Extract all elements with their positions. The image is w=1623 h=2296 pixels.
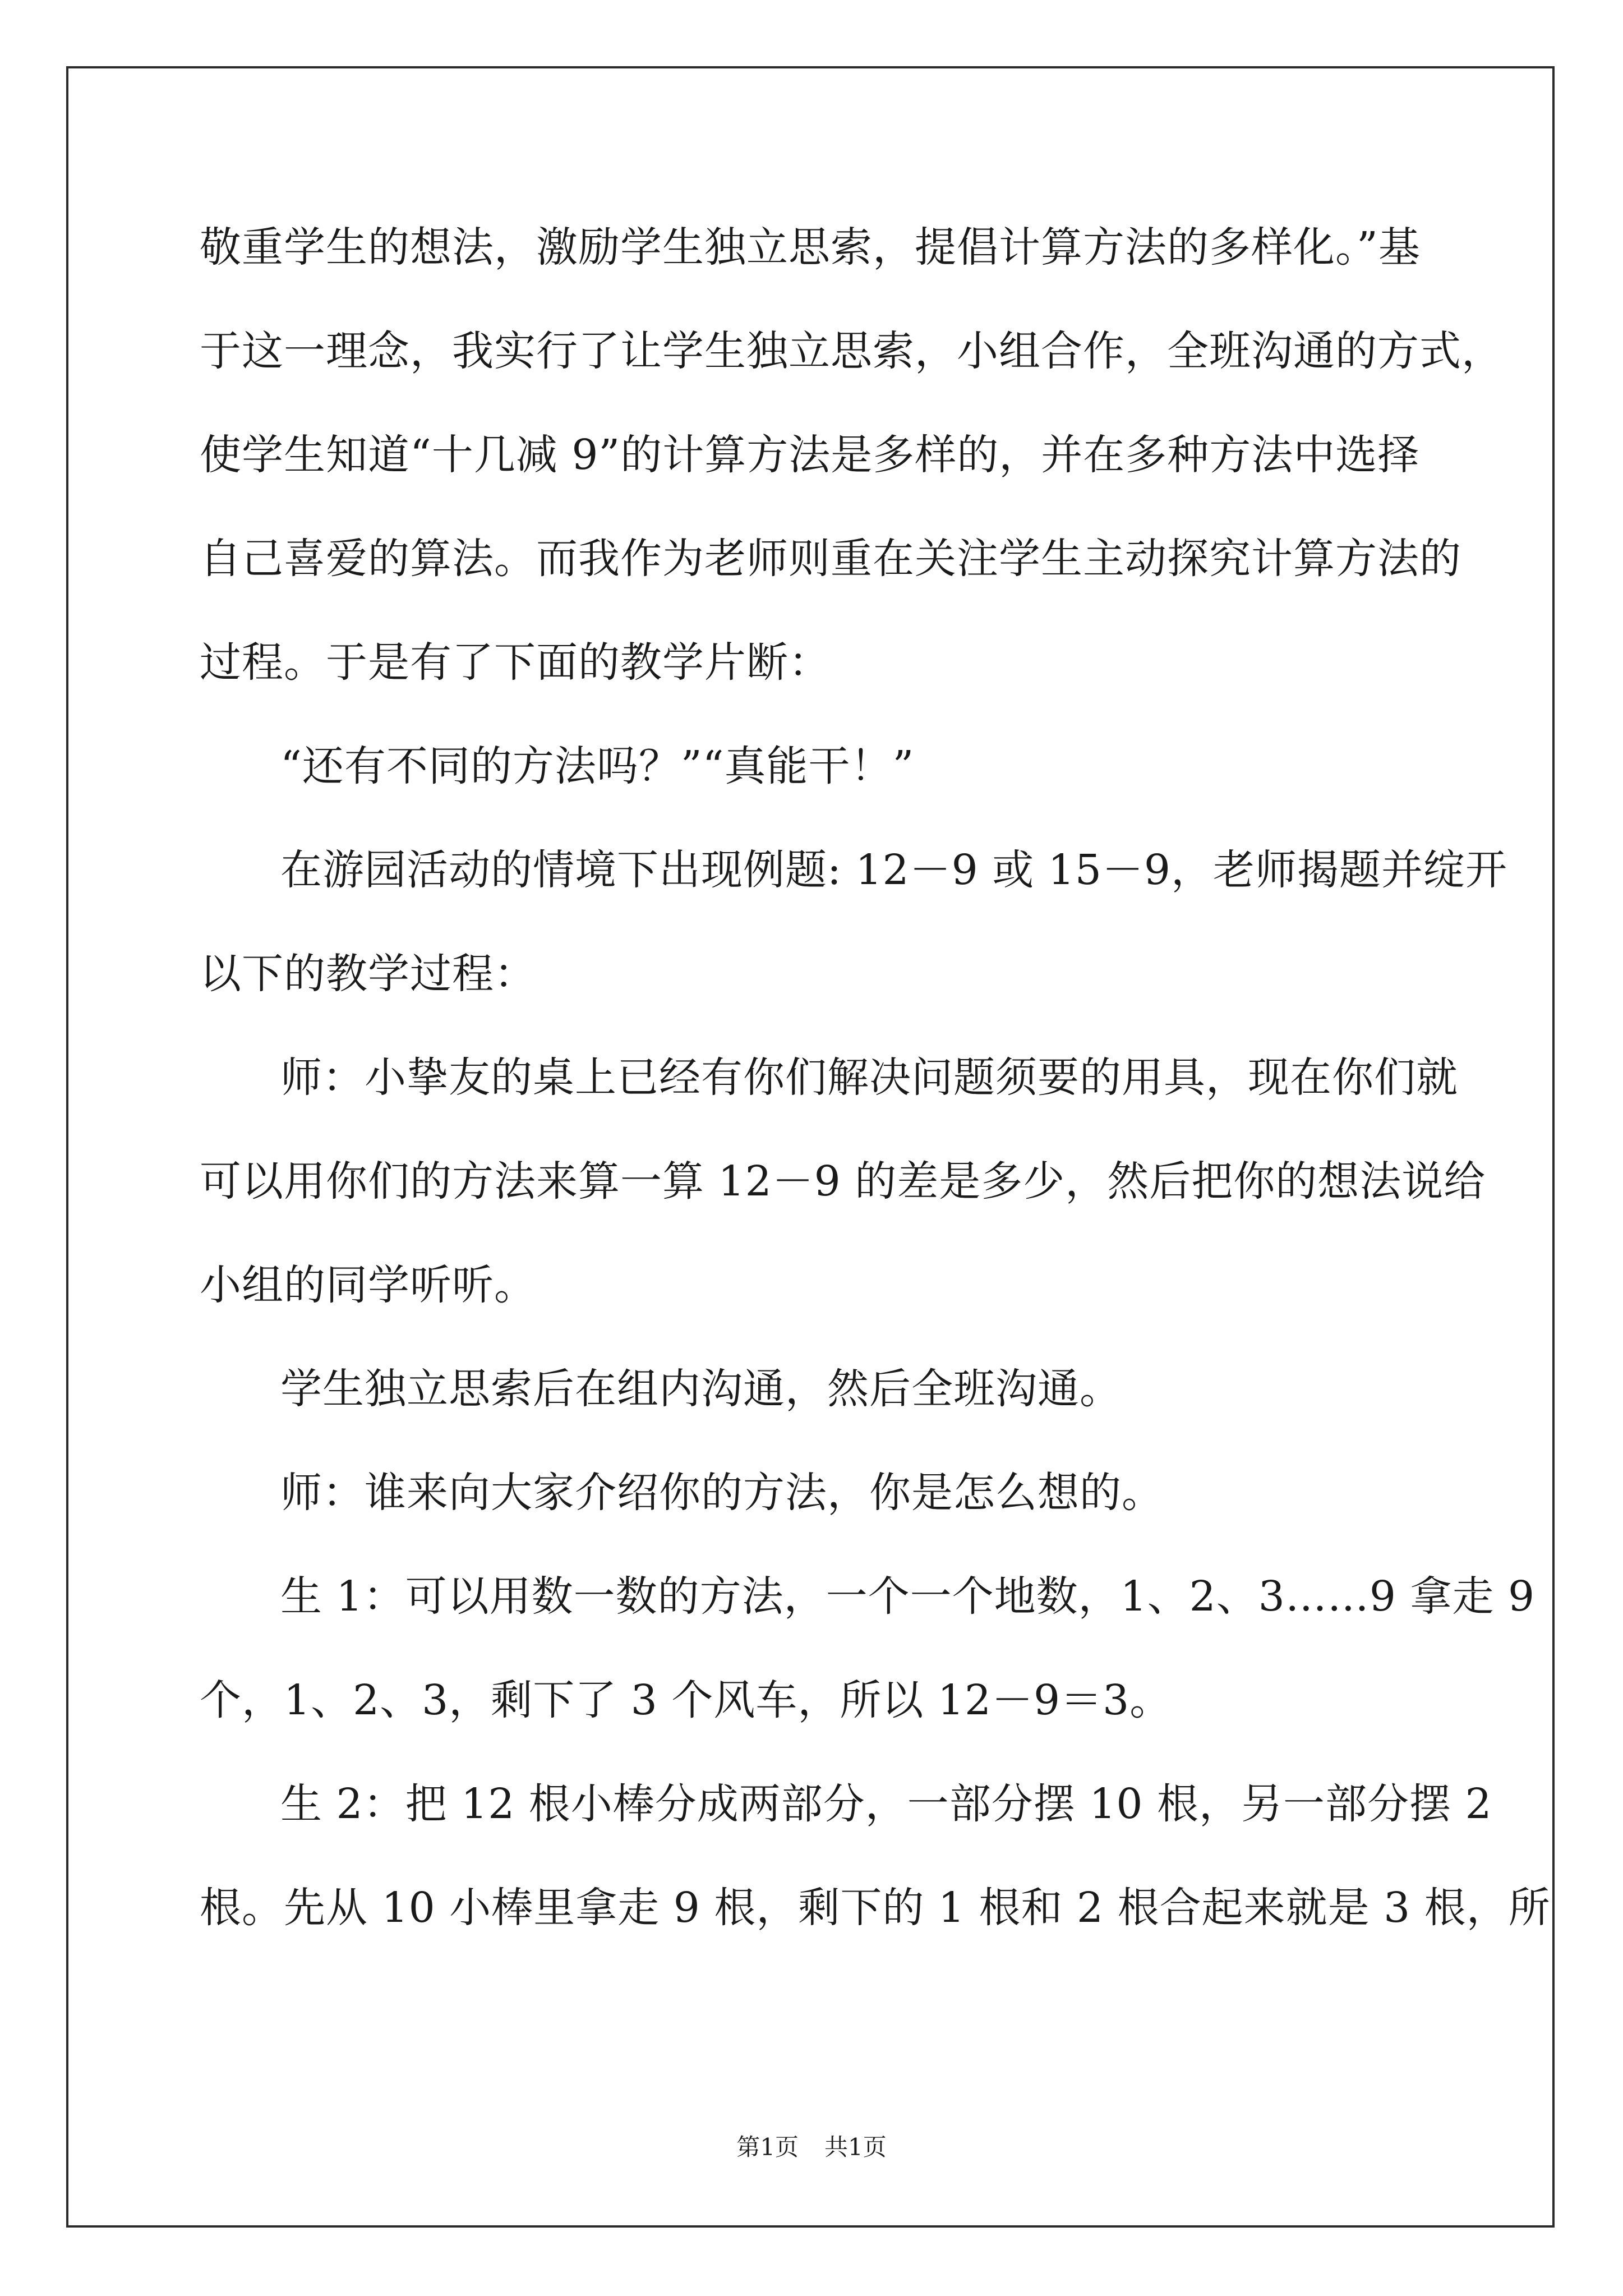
text-line: “还有不同的方法吗？”“真能干！” — [280, 742, 915, 790]
text-line: 个，1、2、3，剩下了 3 个风车，所以 12－9＝3。 — [200, 1676, 1172, 1724]
text-line: 敬重学生的想法，激励学生独立思索，提倡计算方法的多样化。”基 — [200, 223, 1421, 272]
text-line: 使学生知道“十几减 9”的计算方法是多样的，并在多种方法中选择 — [200, 431, 1420, 479]
text-line: 可以用你们的方法来算一算 12－9 的差是多少，然后把你的想法说给 — [200, 1157, 1486, 1205]
text-line: 根。先从 10 小棒里拿走 9 根，剩下的 1 根和 2 根合起来就是 3 根，所 — [200, 1884, 1551, 1932]
text-line: 以下的教学过程： — [200, 950, 536, 998]
text-line: 师：谁来向大家介绍你的方法，你是怎么想的。 — [280, 1469, 1164, 1517]
text-line: 学生独立思索后在组内沟通，然后全班沟通。 — [280, 1365, 1122, 1413]
page-footer — [0, 2132, 1623, 2163]
text-line: 在游园活动的情境下出现例题: 12－9 或 15－9，老师揭题并绽开 — [280, 846, 1507, 894]
text-line: 生 2：把 12 根小棒分成两部分，一部分摆 10 根，另一部分摆 2 — [280, 1780, 1492, 1828]
text-line: 小组的同学听听。 — [200, 1261, 536, 1309]
text-line: 过程。于是有了下面的教学片断： — [200, 638, 831, 687]
page-number: 第1页 — [736, 2133, 799, 2161]
page-total: 共1页 — [824, 2133, 887, 2161]
text-line: 师：小挚友的桌上已经有你们解决问题须要的用具，现在你们就 — [280, 1053, 1458, 1102]
text-line: 于这一理念，我实行了让学生独立思索，小组合作，全班沟通的方式， — [200, 327, 1504, 375]
text-line: 自己喜爱的算法。而我作为老师则重在关注学生主动探究计算方法的 — [200, 535, 1461, 583]
text-line: 生 1：可以用数一数的方法，一个一个地数，1、2、3……9 拿走 9 — [280, 1572, 1536, 1621]
